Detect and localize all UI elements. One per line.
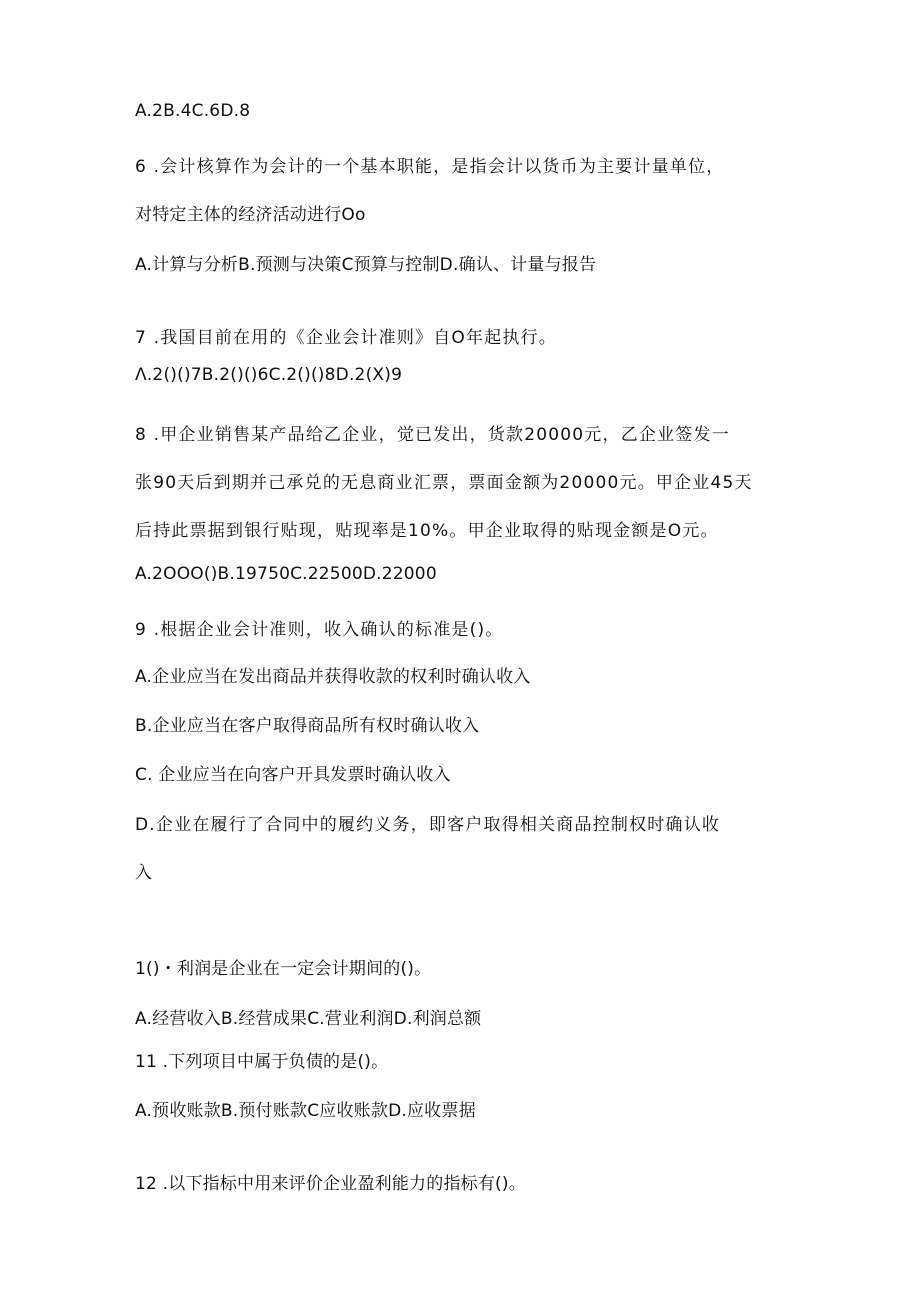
- q12-text: 12 .以下指标中用来评价企业盈利能力的指标有()。: [135, 1174, 526, 1194]
- q9-text: 9 .根据企业会计准则，收入确认的标准是()。: [135, 620, 504, 640]
- q10-text: 1()・利润是企业在一定会计期间的()。: [135, 959, 432, 979]
- q5-options: A.2B.4C.6D.8: [135, 101, 251, 121]
- q7-text: 7 .我国目前在用的《企业会计准则》自O年起执行。: [135, 328, 558, 348]
- q6-text-line1: 6 .会计核算作为会计的一个基本职能，是指会计以货币为主要计量单位，: [135, 157, 725, 177]
- q10-options: A.经营收入B.经营成果C.营业利润D.利润总额: [135, 1009, 482, 1029]
- q8-options: A.2OOO()B.19750C.22500D.22000: [135, 564, 437, 584]
- q9-option-a: A.企业应当在发出商品并获得收款的权利时确认收入: [135, 667, 531, 687]
- q8-text-line1: 8 .甲企业销售某产品给乙企业，觉已发出，货款20000元，乙企业签发一: [135, 425, 730, 445]
- q8-text-line2: 张90天后到期并己承兑的无息商业汇票，票面金额为20000元。甲企业45天: [135, 473, 753, 493]
- q7-options: Λ.2()()7B.2()()6C.2()()8D.2(X)9: [135, 365, 403, 385]
- q9-option-c: C. 企业应当在向客户开具发票时确认收入: [135, 765, 451, 785]
- q6-text-line2: 对特定主体的经济活动进行Oo: [135, 205, 366, 225]
- q11-options: A.预收账款B.预付账款C应收账款D.应收票据: [135, 1101, 476, 1121]
- q11-text: 11 .下列项目中属于负债的是()。: [135, 1052, 389, 1072]
- q9-option-b: B.企业应当在客户取得商品所有权时确认收入: [135, 716, 480, 736]
- q9-option-d-line2: 入: [135, 863, 153, 883]
- q6-options: A.计算与分析B.预测与决策C预算与控制D.确认、计量与报告: [135, 255, 597, 275]
- q8-text-line3: 后持此票据到银行贴现，贴现率是10%。甲企业取得的贴现金额是O元。: [135, 521, 719, 541]
- q9-option-d-line1: D.企业在履行了合同中的履约义务，即客户取得相关商品控制权时确认收: [135, 815, 721, 835]
